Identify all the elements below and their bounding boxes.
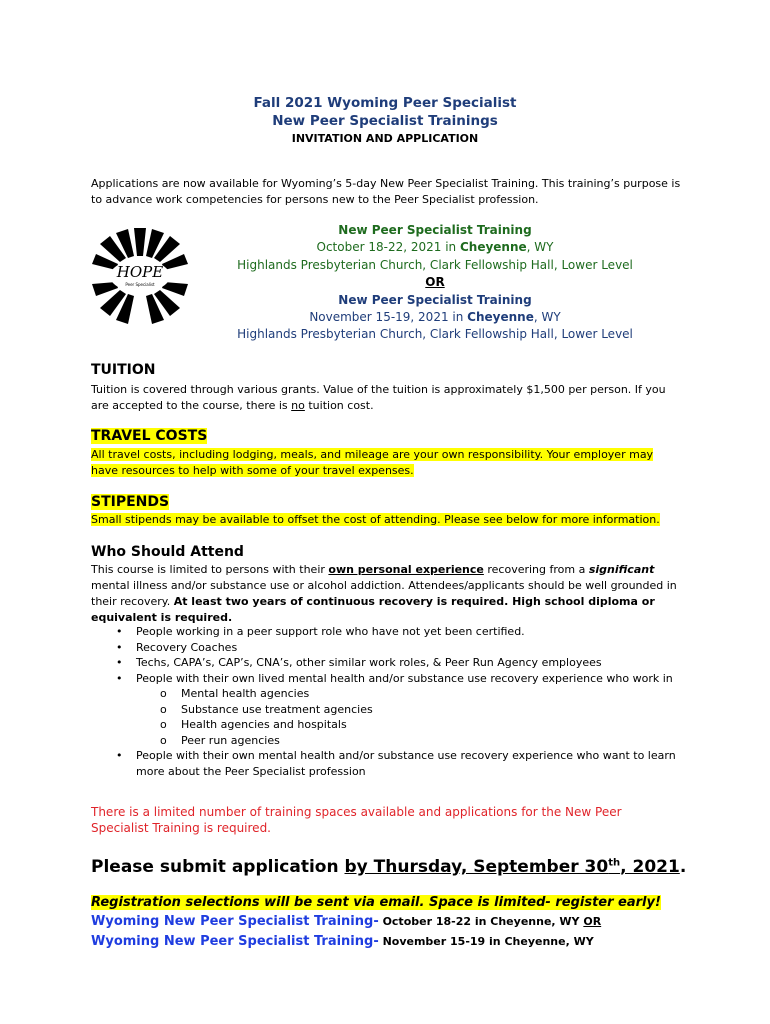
agency-sub-list bbox=[136, 686, 691, 748]
list-item: • Recovery Coaches bbox=[116, 640, 238, 654]
logo-text: HOPE bbox=[116, 263, 164, 281]
training-option-1: Wyoming New Peer Specialist Training- October 18-22 in Cheyenne, WY OR bbox=[91, 914, 602, 929]
stipends-text: Small stipends may be available to offset the cost of attending. Please see below for more information. bbox=[91, 513, 660, 526]
training1-title: New Peer Specialist Training bbox=[338, 223, 532, 237]
registration-notice: Registration selections will be sent via email. Space is limited- register early! bbox=[91, 895, 661, 910]
training2-location: Highlands Presbyterian Church, Clark Fellowship Hall, Lower Level bbox=[237, 327, 633, 341]
sub-list-item: o Peer run agencies bbox=[160, 733, 280, 747]
submit-deadline: Please submit application by Thursday, September 30th, 2021. bbox=[91, 857, 687, 877]
stipends-heading: STIPENDS bbox=[91, 494, 170, 510]
training1-location: Highlands Presbyterian Church, Clark Fellowship Hall, Lower Level bbox=[237, 258, 633, 272]
sub-list-item: o Mental health agencies bbox=[160, 687, 310, 700]
list-item: • People working in a peer support role who have not yet been certified. bbox=[116, 625, 525, 638]
sub-list-item: o Health agencies and hospitals bbox=[160, 718, 347, 731]
logo-subtext: Peer Specialist bbox=[125, 282, 155, 287]
intro-paragraph: Applications are now available for Wyoming’s 5-day New Peer Specialist Training. This training’s purpose is to advance work competencies for persons new to the Peer Specialist profession. bbox=[91, 177, 681, 206]
doc-title-line1: Fall 2021 Wyoming Peer Specialist bbox=[253, 95, 517, 111]
doc-subtitle: INVITATION AND APPLICATION bbox=[291, 132, 479, 145]
list-item: • People with their own lived mental health and/or substance use recovery experience who work in o Mental health agencies o Substance use treatment agencies o Health agencies and hospitals o Peer run agencies bbox=[91, 671, 691, 749]
or-separator: OR bbox=[425, 275, 445, 289]
tuition-heading: TUITION bbox=[91, 362, 156, 378]
travel-heading: TRAVEL COSTS bbox=[91, 428, 208, 444]
training2-dates: November 15-19, 2021 in Cheyenne, WY bbox=[309, 310, 561, 324]
travel-text: All travel costs, including lodging, meals, and mileage are your own responsibility. Your employer may have resources to help with some of your travel expenses. bbox=[91, 448, 654, 477]
training-option-2: Wyoming New Peer Specialist Training- November 15-19 in Cheyenne, WY bbox=[91, 934, 594, 949]
who-bullet-list bbox=[91, 624, 691, 779]
training2-title: New Peer Specialist Training bbox=[338, 293, 532, 307]
tuition-text: Tuition is covered through various grants. Value of the tuition is approximately $1,500 per person. If you are accepted to the course, there is no tuition cost. bbox=[91, 383, 666, 412]
hope-logo bbox=[92, 228, 188, 324]
who-text: This course is limited to persons with their own personal experience recovering from a significant mental illness and/or substance use or alcohol addiction. Attendees/applicants should be well grounded in their recovery. At least two years of continuous recovery is required. High school diploma or equivalent is required. bbox=[91, 563, 677, 624]
list-item: • People with their own mental health and/or substance use recovery experience who want to learn more about the Peer Specialist profession bbox=[116, 749, 676, 778]
training1-dates: October 18-22, 2021 in Cheyenne, WY bbox=[316, 240, 554, 254]
limited-notice: There is a limited number of training spaces available and applications for the New Peer Specialist Training is required. bbox=[91, 805, 622, 835]
list-item: • Techs, CAPA’s, CAP’s, CNA’s, other similar work roles, & Peer Run Agency employees bbox=[116, 656, 602, 669]
doc-title-line2: New Peer Specialist Trainings bbox=[272, 113, 498, 129]
sub-list-item: o Substance use treatment agencies bbox=[160, 702, 373, 716]
who-heading: Who Should Attend bbox=[91, 544, 244, 560]
